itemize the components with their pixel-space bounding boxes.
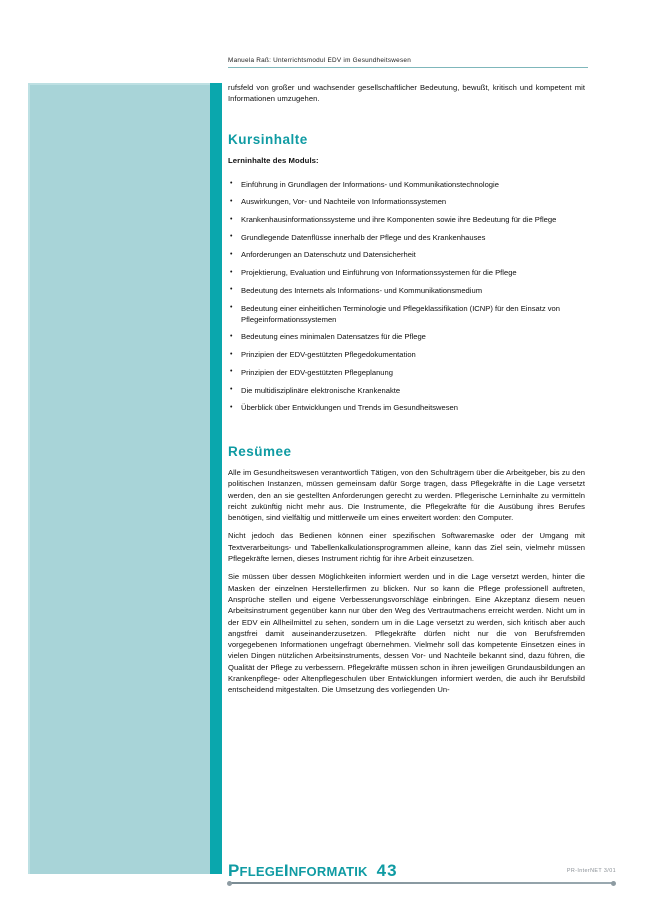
resuemee-paragraph-3: Sie müssen über dessen Möglichkeiten informiert werden und in die Lage versetzt werden, hinter die Masken der einzelnen Herstellerfirmen zu blicken. Nur so kann die Pflege professionell auftreten, Ansprüche stellen und eigene Verbesserungsvorschläge einbringen. Eine Akzeptanz diesem neuen Arbeitsinstrument gegenüber kann nur über den Weg des Vertrautmachens erreicht werden. Nicht um in der EDV ein Allheilmittel zu sehen, sondern um in die Lage versetzt zu werden, sich kritisch aber auch angstfrei damit auseinanderzusetzen. Pflegekräfte dürfen nicht nur die von Berufsfremden vorgegebenen Informationen ungefragt übernehmen. Vielmehr soll das kompetente Einsetzen eines in vielen Dingen nützlichen Arbeitsinstruments, dessen Vor- und Nachteile bekannt sind, dazu führen, die Qualität der Pflege zu verbessern. Pflegekräfte müssen schon in ihren jeweiligen Grundausbildungen an Krankenpflege- oder Altenpflegeschulen über Entwicklungen informiert werden, die auch ihr Berufsbild entscheidend mitgestalten. Die Umsetzung des vorliegenden Un- xyxy=(228,572,585,695)
brand-rest-nformatik: NFORMATIK xyxy=(288,864,368,879)
brand-rest-flege: FLEGE xyxy=(239,864,284,879)
running-head: Manuela Raß: Unterrichtsmodul EDV im Gesundheitswesen xyxy=(228,57,588,68)
resuemee-paragraph-1: Alle im Gesundheitswesen verantwortlich Tätigen, von den Schulträgern über die Arbeitgeber, bis zu den politischen Instanzen, müssen gemeinsam dafür Sorge tragen, dass Pflegekräfte in die Lage versetzt werden, den an sie gestellten Anforderungen gerecht zu werden. Pflegerische Lerninhalte zu vermitteln reicht zukünftig nicht mehr aus. Die Instrumente, die Pflegekräfte für die Ausübung ihres Berufes benötigen, sind vielfältig und mittlerweile um eines erweitert worden: den Computer. xyxy=(228,467,585,523)
list-item: • Einführung in Grundlagen der Informations- und Kommunikationstechnologie xyxy=(228,179,585,190)
kursinhalte-list xyxy=(228,179,585,414)
list-item: • Bedeutung eines minimalen Datensatzes für die Pflege xyxy=(228,331,585,342)
footer-issue-label: PR-InterNET 3/01 xyxy=(566,868,616,874)
list-item: • Prinzipien der EDV-gestützten Pflegedokumentation xyxy=(228,349,585,360)
section-heading-kursinhalte: Kursinhalte xyxy=(228,131,308,147)
list-item: • Anforderungen an Datenschutz und Datensicherheit xyxy=(228,249,585,260)
footer-brand xyxy=(228,861,398,881)
continued-paragraph: rufsfeld von großer und wachsender gesellschaftlicher Bedeutung, bewußt, kritisch und kompetent mit Informationen umzugehen. xyxy=(228,83,585,104)
list-item: • Bedeutung des Internets als Informations- und Kommunikationsmedium xyxy=(228,285,585,296)
list-item: • Grundlegende Datenflüsse innerhalb der Pflege und des Krankenhauses xyxy=(228,232,585,243)
page-content-column xyxy=(228,0,588,907)
list-item: • Überblick über Entwicklungen und Trends im Gesundheitswesen xyxy=(228,402,585,413)
list-item: • Bedeutung einer einheitlichen Terminologie und Pflegeklassifikation (ICNP) für den Einsatz von Pflegeinformationssystemen xyxy=(228,303,585,325)
list-item: • Die multidisziplinäre elektronische Krankenakte xyxy=(228,385,585,396)
resuemee-paragraph-2: Nicht jedoch das Bedienen können einer spezifischen Softwaremaske oder der Umgang mit Textverarbeitungs- und Tabellenkalkulationsprogrammen alleine, kann das Ziel sein, vielmehr müssen Pflegekräfte lernen, dieses Instrument richtig für ihre Arbeit einzusetzen. xyxy=(228,531,585,564)
decorative-sidebar-stripe xyxy=(210,83,222,874)
brand-cap-i: I xyxy=(283,861,289,880)
text-flow xyxy=(228,82,585,703)
brand-cap-p: P xyxy=(228,861,240,880)
list-item: • Projektierung, Evaluation und Einführung von Informationssystemen für die Pflege xyxy=(228,267,585,278)
kursinhalte-subtitle: Lerninhalte des Moduls: xyxy=(228,155,319,165)
list-item: • Prinzipien der EDV-gestützten Pflegeplanung xyxy=(228,367,585,378)
list-item: • Krankenhausinformationssysteme und ihre Komponenten sowie ihre Bedeutung für die Pflege xyxy=(228,214,585,225)
decorative-sidebar-block xyxy=(28,83,210,874)
footer-divider-rule xyxy=(228,882,615,884)
page-number: 43 xyxy=(376,861,398,880)
page-footer xyxy=(228,861,620,891)
list-item: • Auswirkungen, Vor- und Nachteile von Informationssystemen xyxy=(228,196,585,207)
section-heading-resuemee: Resümee xyxy=(228,443,292,459)
